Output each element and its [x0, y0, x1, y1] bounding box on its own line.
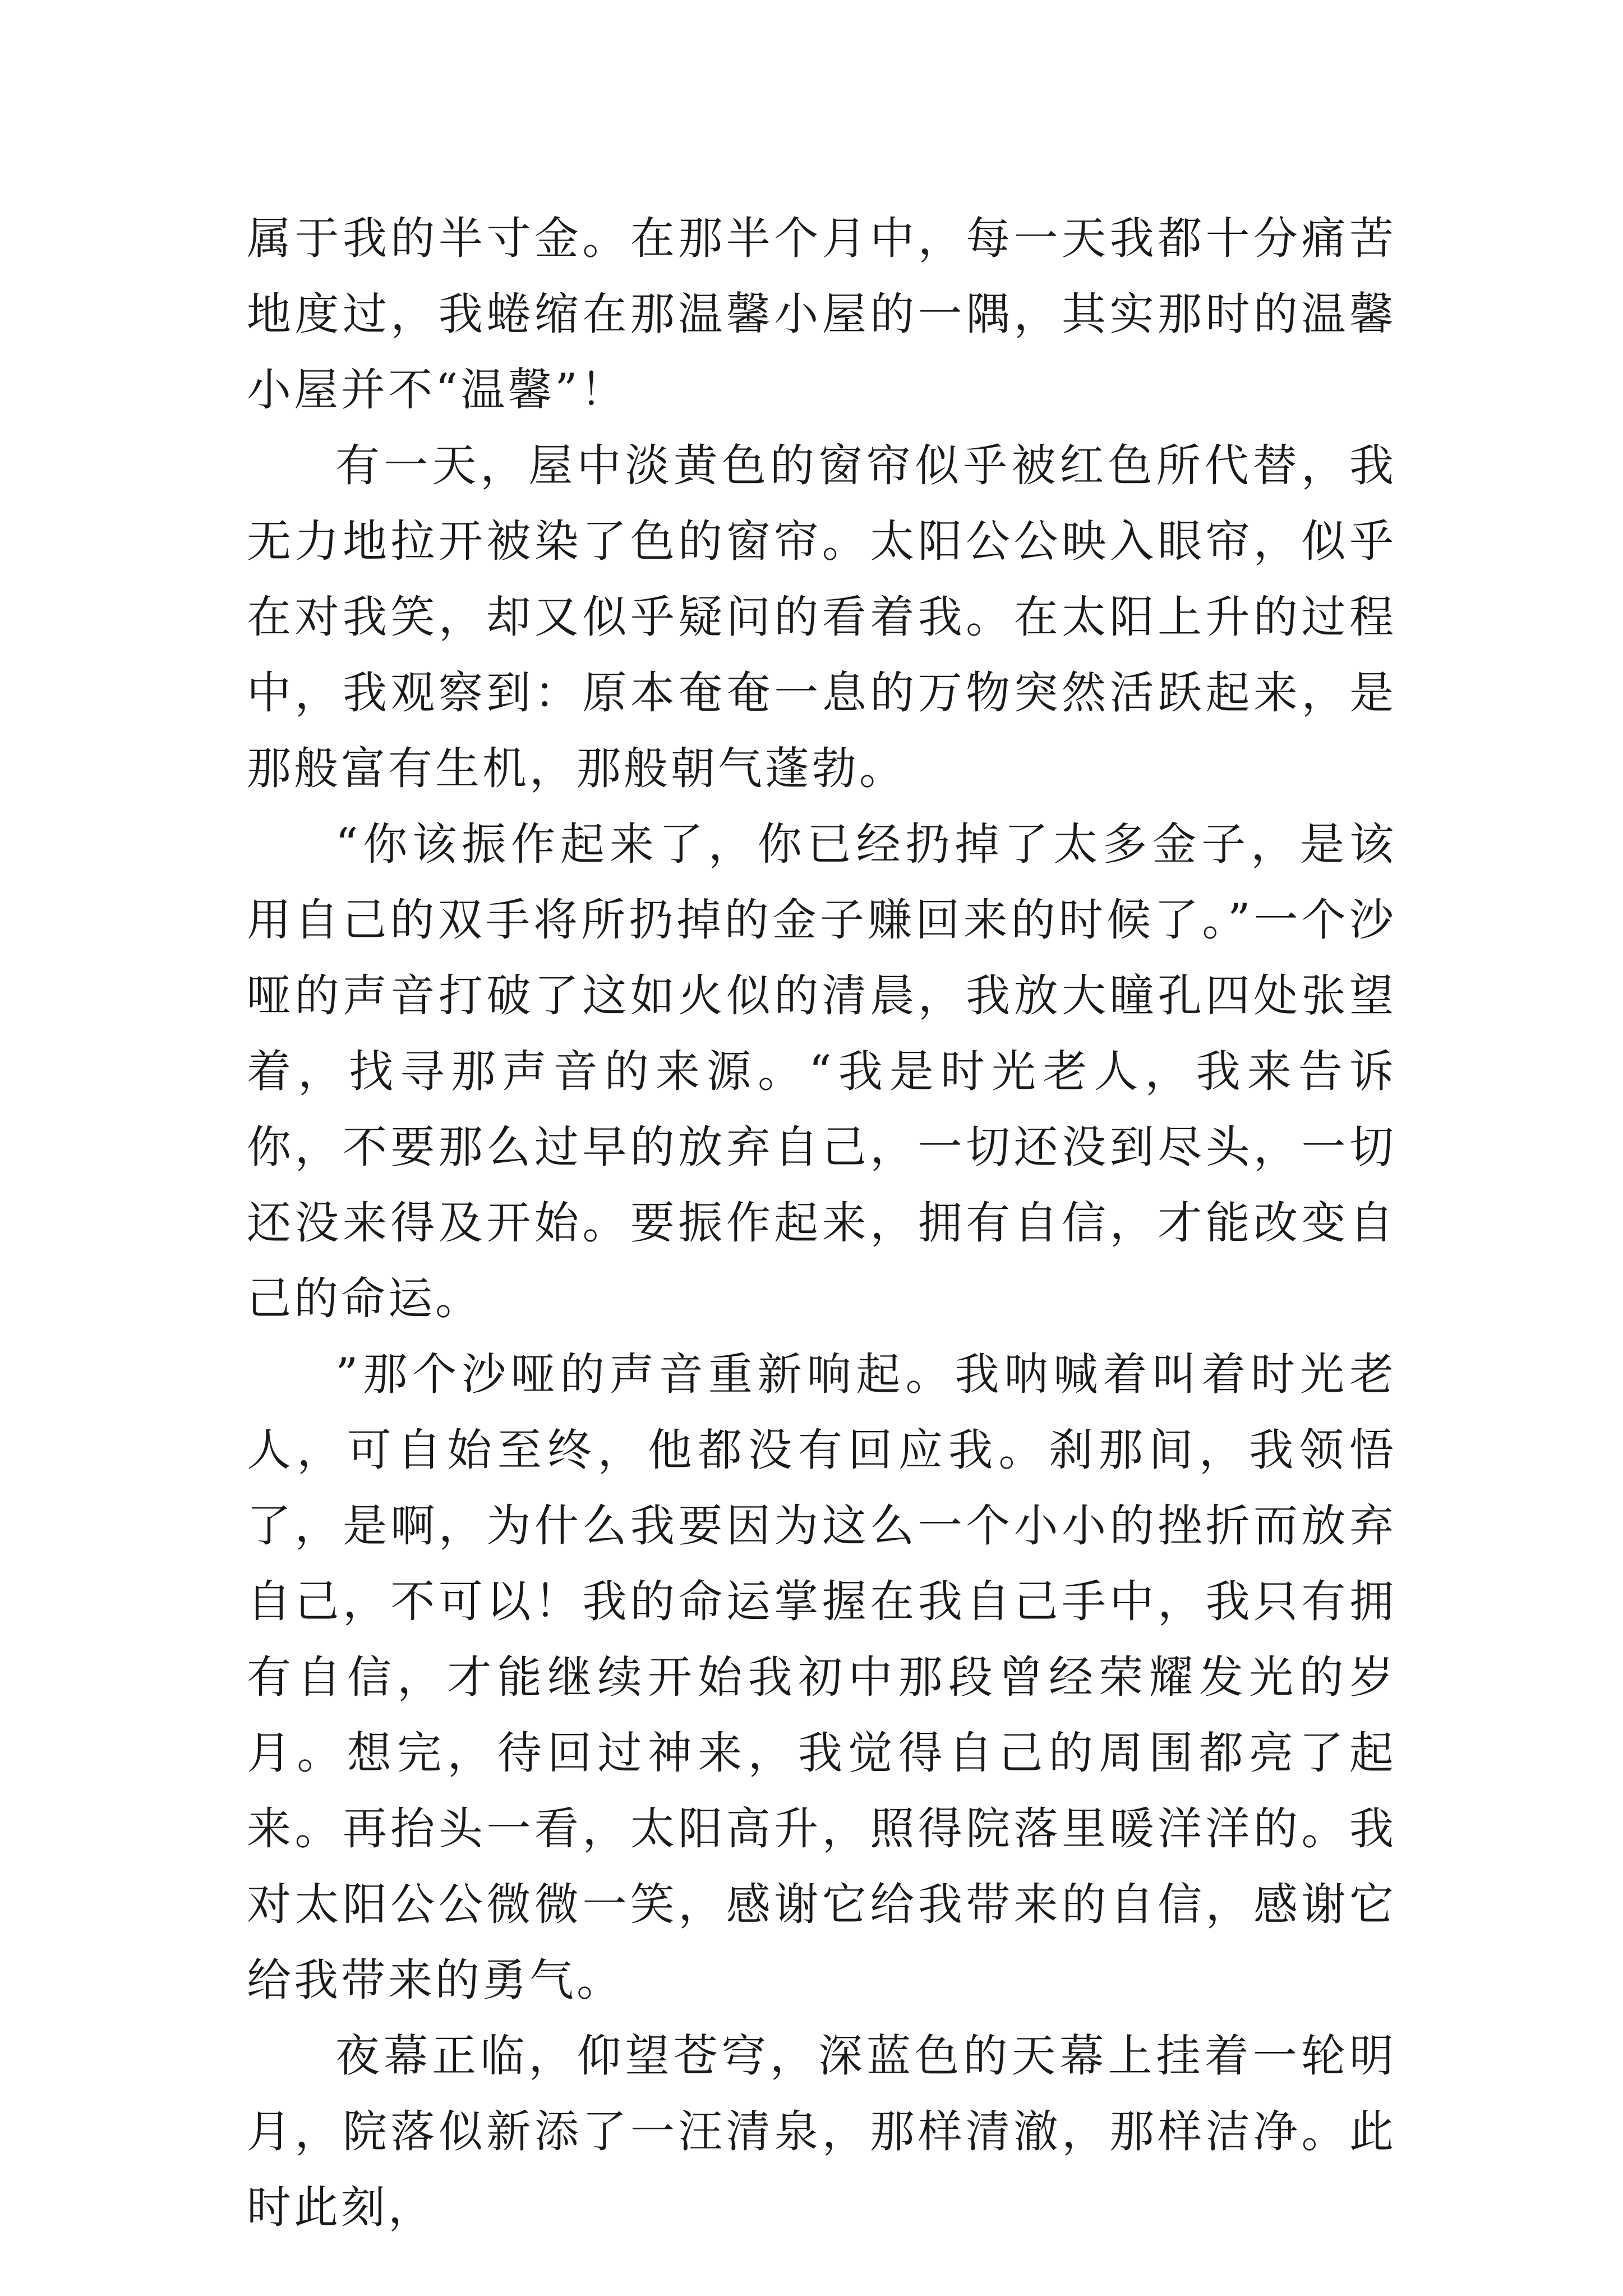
paragraph-1: 属于我的半寸金。在那半个月中，每一天我都十分痛苦地度过，我蜷缩在那温馨小屋的一隅，其实那时的温馨小屋并不“温馨”！ [247, 213, 1396, 416]
paragraph-2: 有一天，屋中淡黄色的窗帘似乎被红色所代替，我无力地拉开被染了色的窗帘。太阳公公映入眼帘，似乎在对我笑，却又似乎疑问的看着我。在太阳上升的过程中，我观察到：原本奄奄一息的万物突然活跃起来，是那般富有生机，那般朝气蓬勃。 [247, 440, 1396, 794]
paragraph-3: “你该振作起来了，你已经扔掉了太多金子，是该用自己的双手将所扔掉的金子赚回来的时候了。”一个沙哑的声音打破了这如火似的清晨，我放大瞳孔四处张望着，找寻那声音的来源。“我是时光老人，我来告诉你，不要那么过早的放弃自己，一切还没到尽头，一切还没来得及开始。要振作起来，拥有自信，才能改变自己的命运。 [247, 818, 1396, 1324]
paragraph-4: ”那个沙哑的声音重新响起。我呐喊着叫着时光老人，可自始至终，他都没有回应我。刹那间，我领悟了，是啊，为什么我要因为这么一个小小的挫折而放弃自己，不可以！我的命运掌握在我自己手中，我只有拥有自信，才能继续开始我初中那段曾经荣耀发光的岁月。想完，待回过神来，我觉得自己的周围都亮了起来。再抬头一看，太阳高升，照得院落里暖洋洋的。我对太阳公公微微一笑，感谢它给我带来的自信，感谢它给我带来的勇气。 [247, 1349, 1396, 2006]
body-text [247, 201, 1396, 2246]
paragraph-5: 夜幕正临，仰望苍穹，深蓝色的天幕上挂着一轮明月，院落似新添了一汪清泉，那样清澈，那样洁净。此时此刻， [247, 2030, 1396, 2233]
